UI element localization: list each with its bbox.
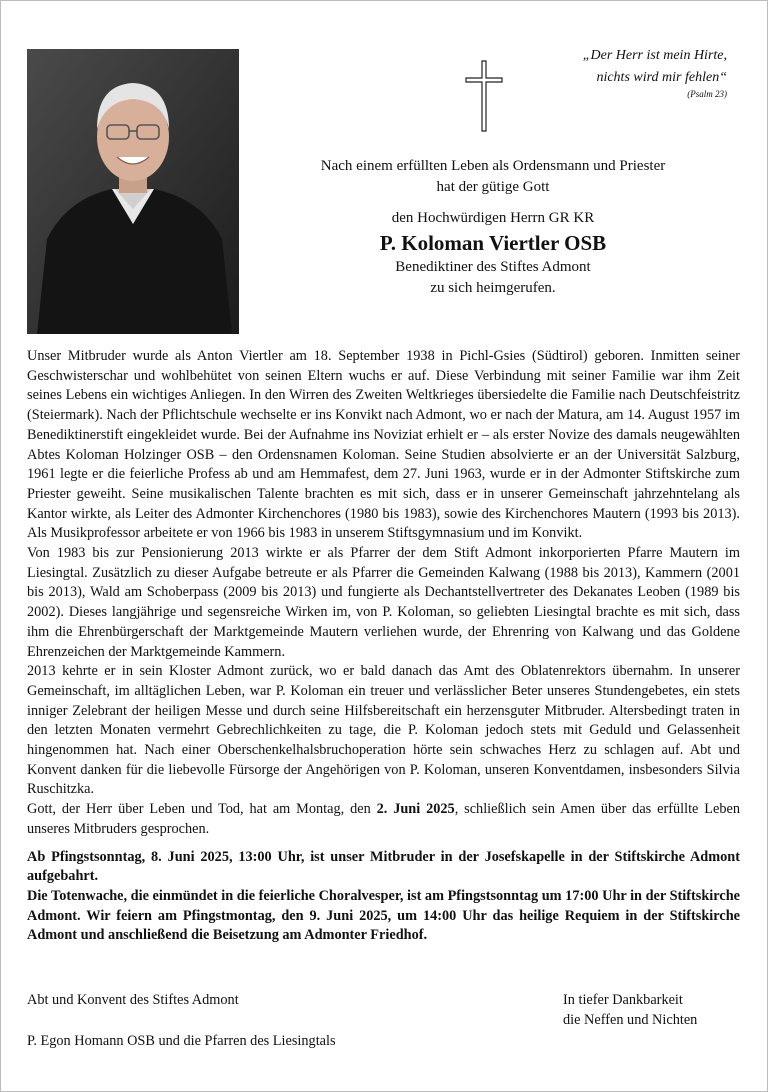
signature-family: [563, 990, 697, 1030]
announcement-line-5: zu sich heimgerufen.: [430, 280, 556, 296]
signature-family-line-2: die Neffen und Nichten: [563, 1012, 698, 1028]
deceased-name: P. Koloman Viertler OSB: [379, 231, 607, 255]
psalm-line-1: „Der Herr ist mein Hirte,: [582, 48, 727, 63]
biography: [27, 347, 740, 946]
psalm-line-2: nichts wird mir fehlen“: [596, 70, 727, 85]
death-text-start: Gott, der Herr über Leben und Tod, hat am Montag, den: [27, 801, 377, 818]
death-date: 2. Juni 2025: [376, 801, 455, 818]
biography-paragraph-1: Unser Mitbruder wurde als Anton Viertler am 18. September 1938 in Pichl-Gsies (Südtirol) geboren. Inmitten seiner Geschwisterschar und wohlbehütet von seinen Eltern wuchs er auf. Diese Verbindung mit seiner Familie war ihm Zeit seines Lebens ein wichtiges Anliegen. In den Wirren des Zweiten Weltkrieges übersiedelte die Familie nach Deutschfeistritz (Steiermark). Nach der Pflichtschule wechselte er ins Konvikt nach Admont, wo er nach der Matura, am 14. August 1957 im Benediktinerstift eingekleidet wurde. Bei der Aufnahme ins Noviziat erhielt er – als erster Novize des damals neugewählten Abtes Koloman Holzinger OSB – den Ordensnamen Koloman. Seine Studien absolvierte er an der Universität Salzburg, 1961 legte er die feierliche Profess ab und am Hemmafest, dem 27. Juni 1963, wurde er in der Admonter Stiftskirche zum Priester geweiht. Seine musikalischen Talente brachten es mit sich, dass er in unserer Gemeinschaft jahrzehntelang als Kantor wirkte, als Leiter des Admonter Kirchenchores (1980 bis 1983), sowie des Kirchenchores Mautern (1993 bis 2013). Als Musikprofessor arbeitete er von 1966 bis 1983 in unserem Stiftsgymnasium und im Konvikt.: [27, 348, 740, 542]
portrait-photo: [27, 49, 239, 334]
announcement-line-1: Nach einem erfüllten Leben als Ordensmann und Priester: [320, 158, 666, 174]
psalm-reference: (Psalm 23): [687, 89, 727, 99]
death-text-end: , schließlich sein Amen über das erfüllte Leben unseres Mitbruders gesprochen.: [27, 801, 740, 837]
funeral-info: Die Totenwache, die einmündet in die feierliche Choralvesper, ist am Pfingstsonntag um 17:00 Uhr in der Stiftskirche Admont. Wir feiern am Pfingstmontag, den 9. Juni 2025, um 14:00 Uhr das heilige Requiem in der Stiftskirche Admont und anschließend die Beisetzung am Admonter Friedhof.: [27, 887, 740, 944]
signature-family-line-1: In tiefer Dankbarkeit: [563, 992, 683, 1008]
signature-abbey: Abt und Konvent des Stiftes Admont: [27, 992, 239, 1008]
biography-paragraph-4: [27, 800, 740, 839]
psalm-quote: [583, 45, 727, 101]
signature-parishes: P. Egon Homann OSB und die Pfarren des Liesingtals: [27, 1033, 336, 1049]
viewing-info: Ab Pfingstsonntag, 8. Juni 2025, 13:00 Uhr, ist unser Mitbruder in der Josefskapelle in der Stiftskirche Admont aufgebahrt.: [27, 848, 740, 885]
biography-paragraph-2: Von 1983 bis zur Pensionierung 2013 wirkte er als Pfarrer der dem Stift Admont inkorporierten Pfarre Mautern im Liesingtal. Zusätzlich zu dieser Aufgabe betreute er als Pfarrer die Gemeinden Kalwang (1988 bis 2013), Kammern (2001 bis 2013), Wald am Schoberpass (2009 bis 2013) und fungierte als Dechantstellvertreter des Dekanates Leoben (1989 bis 2002). Dieses langjährige und segensreiche Wirken im, von P. Koloman, so geliebten Liesingtal brachte es mit sich, dass ihm die Ehrenbürgerschaft der Marktgemeinde Mautern verliehen wurde, der Ehrenring von Kalwang und das Goldene Ehrenzeichen der Marktgemeinde Kammern.: [27, 545, 740, 660]
announcement-line-3: den Hochwürdigen Herrn GR KR: [391, 210, 595, 226]
announcement: [277, 156, 709, 299]
portrait-illustration: [27, 49, 239, 334]
announcement-line-2: hat der gütige Gott: [436, 179, 550, 195]
biography-paragraph-3: 2013 kehrte er in sein Kloster Admont zurück, wo er bald danach das Amt des Oblatenrektors übernahm. In unserer Gemeinschaft, im alltäglichen Leben, war P. Koloman ein treuer und verlässlicher Beter unseres Stundengebetes, ein stets inniger Zelebrant der heiligen Messe und durch seine Hilfsbereitschaft ein herzensguter Mitbruder. Altersbedingt traten in den letzten Monaten vermehrt Gebrechlichkeiten zu tage, die P. Koloman jedoch stets mit Geduld und Gelassenheit hingenommen hat. Nach einer Oberschenkelhalsbruchoperation hörte sein schwaches Herz zu schlagen auf. Abt und Konvent danken für die liebevolle Fürsorge der Angehörigen von P. Koloman, unseren Konventdamen, insbesonders Silvia Ruschitzka.: [27, 663, 740, 798]
announcement-line-4: Benediktiner des Stiftes Admont: [395, 259, 591, 275]
cross-icon: [464, 60, 504, 132]
